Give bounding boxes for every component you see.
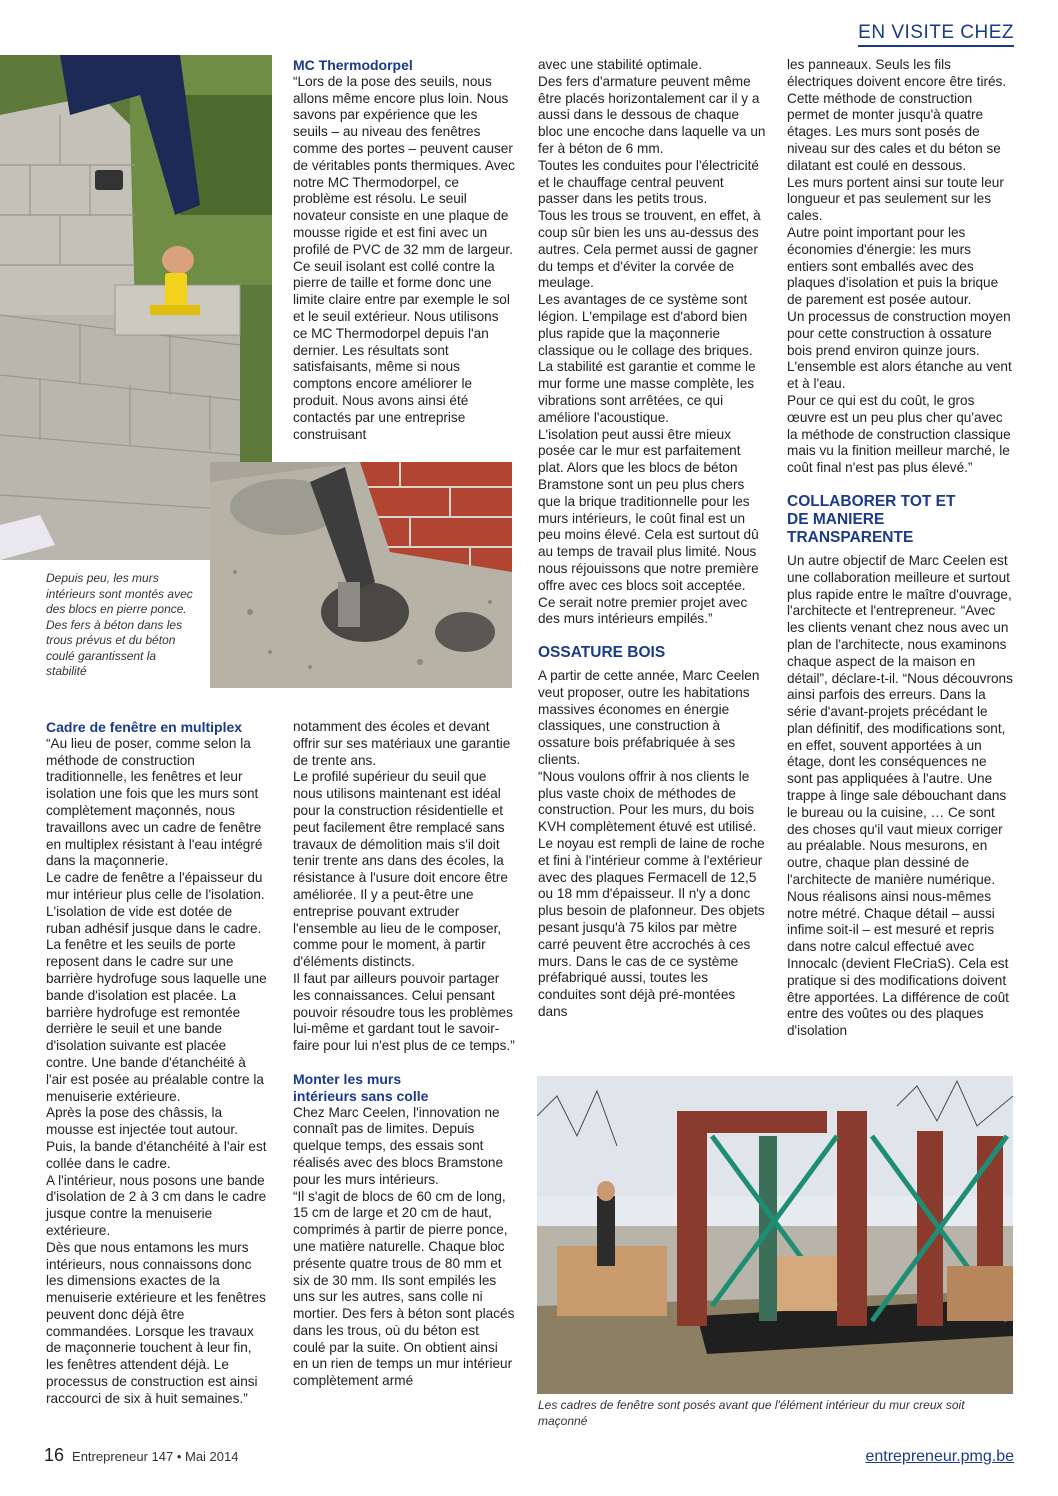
column-2-top — [293, 57, 515, 443]
paragraph: Autre point important pour les économies d'énergie: les murs entiers sont emballés avec des plaques d'isolation et puis la brique de parement est posée autour. — [787, 224, 999, 308]
paragraph: “Lors de la pose des seuils, nous allons même encore plus loin. Nous savons par expérience que les seuils – au niveau des fenêtres comme des portes – peuvent causer de véritables ponts thermiques. Avec notre MC Thermodorpel, ce problème est résolu. Le seuil novateur consiste en une plaque de mousse rigide et est fini avec un profilé de PVC de 32 mm de largeur. Ce seuil isolant est collé contre la pierre de taille et forme donc une limite claire entre par exemple le sol et le seuil extérieur. Nous utilisons ce MC Thermodorpel depuis l'an dernier. Les résultats sont satisfaisants, même si nous comptons encore améliorer le produit. Nous avons ainsi été contactés par une entreprise construisant — [293, 73, 515, 442]
column-1 — [46, 719, 270, 1408]
paragraph: “Il s'agit de blocs de 60 cm de long, 15 cm de large et 20 cm de haut, comprimés à partir de pierre ponce, une matière naturelle. Chaque bloc présente quatre trous de 80 mm et six de 30 mm. Ils sont empilés les uns sur les autres, sans colle ni mortier. Des fers à béton sont placés dans les trous, où du béton est coulé par la suite. On obtient ainsi en un rien de temps un mur intérieur complètement armé — [293, 1188, 515, 1389]
photo-construction-site — [537, 1076, 1013, 1394]
heading-ossature-bois: OSSATURE BOIS — [538, 644, 666, 662]
photo-caption-left: Depuis peu, les murs intérieurs sont montés avec des blocs en pierre ponce. Des fers à béton dans les trous prévus et du béton coulé garantissent la stabilité — [46, 571, 193, 678]
heading-collaborer-line-1: COLLABORER TOT ET — [787, 492, 956, 510]
paragraph: Tous les trous se trouvent, en effet, à coup sûr bien les uns au-dessus des autres. Cela permet aussi de gagner du temps et d'éviter la corvée de meulage. — [538, 208, 761, 291]
paragraph: Des fers d'armature peuvent même être placés horizontalement car il y a aussi dans le dessous de chaque bloc une encoche dans laquelle va un fer à béton de 6 mm. — [538, 73, 766, 156]
paragraph: Il faut par ailleurs pouvoir partager les connaissances. Celui pensant pouvoir résoudre tous les problèmes lui-même et gardant tout le savoir-faire pour lui n'est plus de ce temps.” — [293, 970, 515, 1054]
section-tag: EN VISITE CHEZ — [858, 22, 1014, 47]
heading-collaborer-line-2: DE MANIERE TRANSPARENTE — [787, 510, 914, 546]
paragraph: Après la pose des châssis, la mousse est injectée tout autour. Puis, la bande d'étanchéité à l'air est collée dans le cadre. — [46, 1105, 267, 1171]
paragraph: A partir de cette année, Marc Ceelen veut proposer, outre les habitations massives économes en énergie classiques, une construction à ossature bois préfabriquée à ses clients. — [538, 668, 760, 768]
photo-concrete-pouring — [210, 462, 512, 688]
paragraph: les panneaux. Seuls les fils électriques doivent encore être tirés. Cette méthode de construction permet de monter jusqu'à quatre étages. Les murs sont posés de niveau sur des cales et du béton se dilatant est coulé en dessous. — [787, 57, 1007, 173]
page-number: 16 — [44, 1445, 65, 1465]
paragraph: “Nous voulons offrir à nos clients le plus vaste choix de méthodes de construction. Pour les murs, du bois KVH complètement étuvé est utilisé. Le noyau est rempli de laine de roche et fini à l'intérieur comme à l'extérieur avec des plaques Fermacell de 12,5 ou 18 mm d'épaisseur. Il n'y a donc plus besoin de plafonneur. Des objets pesant jusqu'à 75 kilos par mètre carré peuvent être accrochés à ces murs. Dans le cas de ce système préfabriqué aussi, toutes les conduites sont déjà pré-montées dans — [538, 768, 765, 1020]
paragraph: Le profilé supérieur du seuil que nous utilisons maintenant est idéal pour la construction résidentielle et peut facilement être remplacé sans travaux de démolition mais s'il doit tenir trente ans dans des écoles, la résistance à l'usure doit encore être améliorée. Il y a peut-être une entreprise pouvant extruder l'ensemble au lieu de le composer, comme pour le moment, à partir d'éléments distincts. — [293, 769, 508, 970]
paragraph: Toutes les conduites pour l'électricité et le chauffage central peuvent passer dans les petits trous. — [538, 157, 759, 207]
paragraph: A l'intérieur, nous posons une bande d'isolation de 2 à 3 cm dans le cadre jusque contre la menuiserie extérieure. — [46, 1172, 267, 1238]
column-4 — [787, 57, 1013, 1040]
heading-monter-murs-line-1: Monter les murs — [293, 1070, 402, 1087]
footer-issue — [44, 1445, 238, 1466]
paragraph: Les murs portent ainsi sur toute leur longueur et pas seulement sur les cales. — [787, 174, 1004, 224]
paragraph: Un processus de construction moyen pour cette construction à ossature bois prend environ quinze jours. — [787, 308, 1011, 358]
paragraph: L'ensemble est alors étanche au vent et à l'eau. — [787, 359, 1012, 392]
issue-label: Entrepreneur 147 • Mai 2014 — [72, 1449, 239, 1464]
paragraph: La stabilité est garantie et comme le mur forme une masse complète, les vibrations sont arrêtées, ce qui améliore l'acoustique. — [538, 359, 756, 425]
paragraph: “Au lieu de poser, comme selon la méthode de construction traditionnelle, les fenêtres et leur isolation une fois que les murs sont complètement maçonnés, nous travaillons avec un cadre de fenêtre en multiplex résistant à l'eau intégré dans la maçonnerie. — [46, 735, 263, 869]
heading-monter-murs-line-2: intérieurs sans colle — [293, 1087, 429, 1104]
paragraph: Un autre objectif de Marc Ceelen est une collaboration meilleure et surtout plus rapide entre le maître d'ouvrage, l'architecte et l'entrepreneur. “Avec les clients venant chez nous avec un plan de l'architecte, nous examinons chaque aspect de la maison en détail”, déclare-t-il. “Nous découvrons ainsi parfois des erreurs. Dans la série d'avant-projets précédant le plan définitif, des modifications sont, en effet, souvent apportées à un étage, dont les conséquences ne sont pas appliquées à l'autre. Une trappe à linge sale débouchant dans le bureau ou la cuisine, … Ce sont des choses qu'il vaut mieux corriger au préalable. Nous mesurons, en outre, chaque plan dessiné de l'architecte de manière numérique. Nous réalisons ainsi nous-mêmes notre métré. Chaque détail – aussi infime soit-il – est mesuré et repris dans notre calcul effectué avec Innocalc (devient FleCriaS). Cela est pratique si des modifications doivent être apportées. La différence de coût entre des voûtes ou des plaques d'isolation — [787, 552, 1013, 1039]
paragraph: avec une stabilité optimale. — [538, 57, 702, 72]
paragraph: Dès que nous entamons les murs intérieurs, nous connaissons donc les dimensions exactes de la menuiserie extérieure et les fenêtres peuvent donc déjà être commandées. Lorsque les travaux de maçonnerie touchent à leur fin, les fenêtres attendent déjà. Le processus de construction est ainsi raccourci de six à huit semaines.” — [46, 1239, 266, 1406]
column-2-bottom — [293, 719, 515, 1390]
paragraph: L'isolation peut aussi être mieux posée car le mur est parfaitement plat. Alors que les blocs de béton Bramstone sont un peu plus chers que la brique traditionnelle pour les murs intérieurs, le coût final est un peu moins élevé. Cela est surtout dû au temps de travail plus limité. Nous nous réjouissons que notre première offre avec ces blocs soit acceptée. Ce serait notre premier projet avec des murs intérieurs empilés.” — [538, 426, 759, 627]
heading-mc-thermodorpel: MC Thermodorpel — [293, 57, 413, 73]
column-3 — [538, 57, 766, 1021]
photo-caption-bottom: Les cadres de fenêtre sont posés avant que l'élément intérieur du mur creux soit maçonné — [538, 1398, 965, 1428]
website-link[interactable]: entrepreneur.pmg.be — [865, 1448, 1014, 1465]
paragraph: Les avantages de ce système sont légion. L'empilage est d'abord bien plus rapide que la maçonnerie classique ou le collage des briques. — [538, 292, 753, 358]
paragraph: Chez Marc Ceelen, l'innovation ne connaît pas de limites. Depuis quelque temps, des essais sont réalisés avec des blocs Bramstone pour les murs intérieurs. — [293, 1104, 504, 1187]
heading-cadre-fenetre: Cadre de fenêtre en multiplex — [46, 719, 243, 735]
paragraph: Le cadre de fenêtre a l'épaisseur du mur intérieur plus celle de l'isolation. L'isolation de vide est dotée de ruban adhésif jusque dans le cadre. La fenêtre et les seuils de porte reposent dans le cadre sur une barrière hydrofuge sous laquelle une bande d'isolation est placée. La barrière hydrofuge est remontée derrière le seuil et une bande d'isolation suivante est placée contre. Une bande d'étanchéité à l'air est posée au préalable contre la menuiserie extérieure. — [46, 870, 267, 1104]
paragraph: notamment des écoles et devant offrir sur ses matériaux une garantie de trente ans. — [293, 719, 511, 768]
paragraph: Pour ce qui est du coût, le gros œuvre est un peu plus cher qu'avec la méthode de construction classique mais vu la finition meilleur marché, le coût final n'est pas plus élevé.” — [787, 392, 1011, 476]
